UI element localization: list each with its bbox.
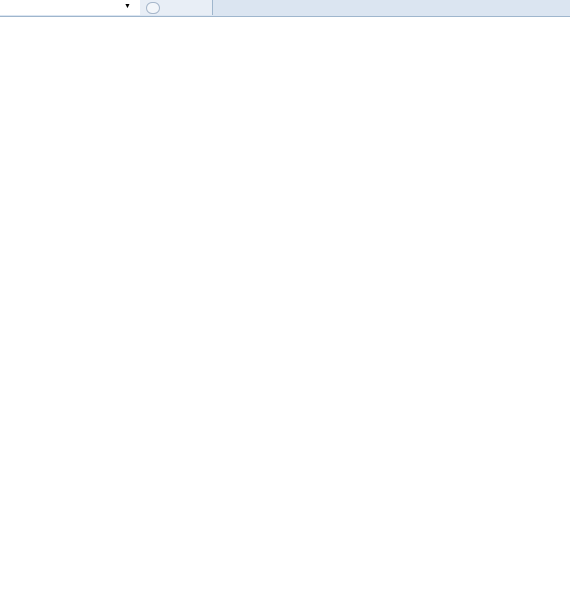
formula-controls xyxy=(140,0,213,15)
cancel-formula-icon[interactable] xyxy=(146,2,160,14)
name-box[interactable] xyxy=(0,0,141,15)
formula-bar xyxy=(0,0,570,17)
chevron-down-icon[interactable]: ▼ xyxy=(124,3,131,10)
